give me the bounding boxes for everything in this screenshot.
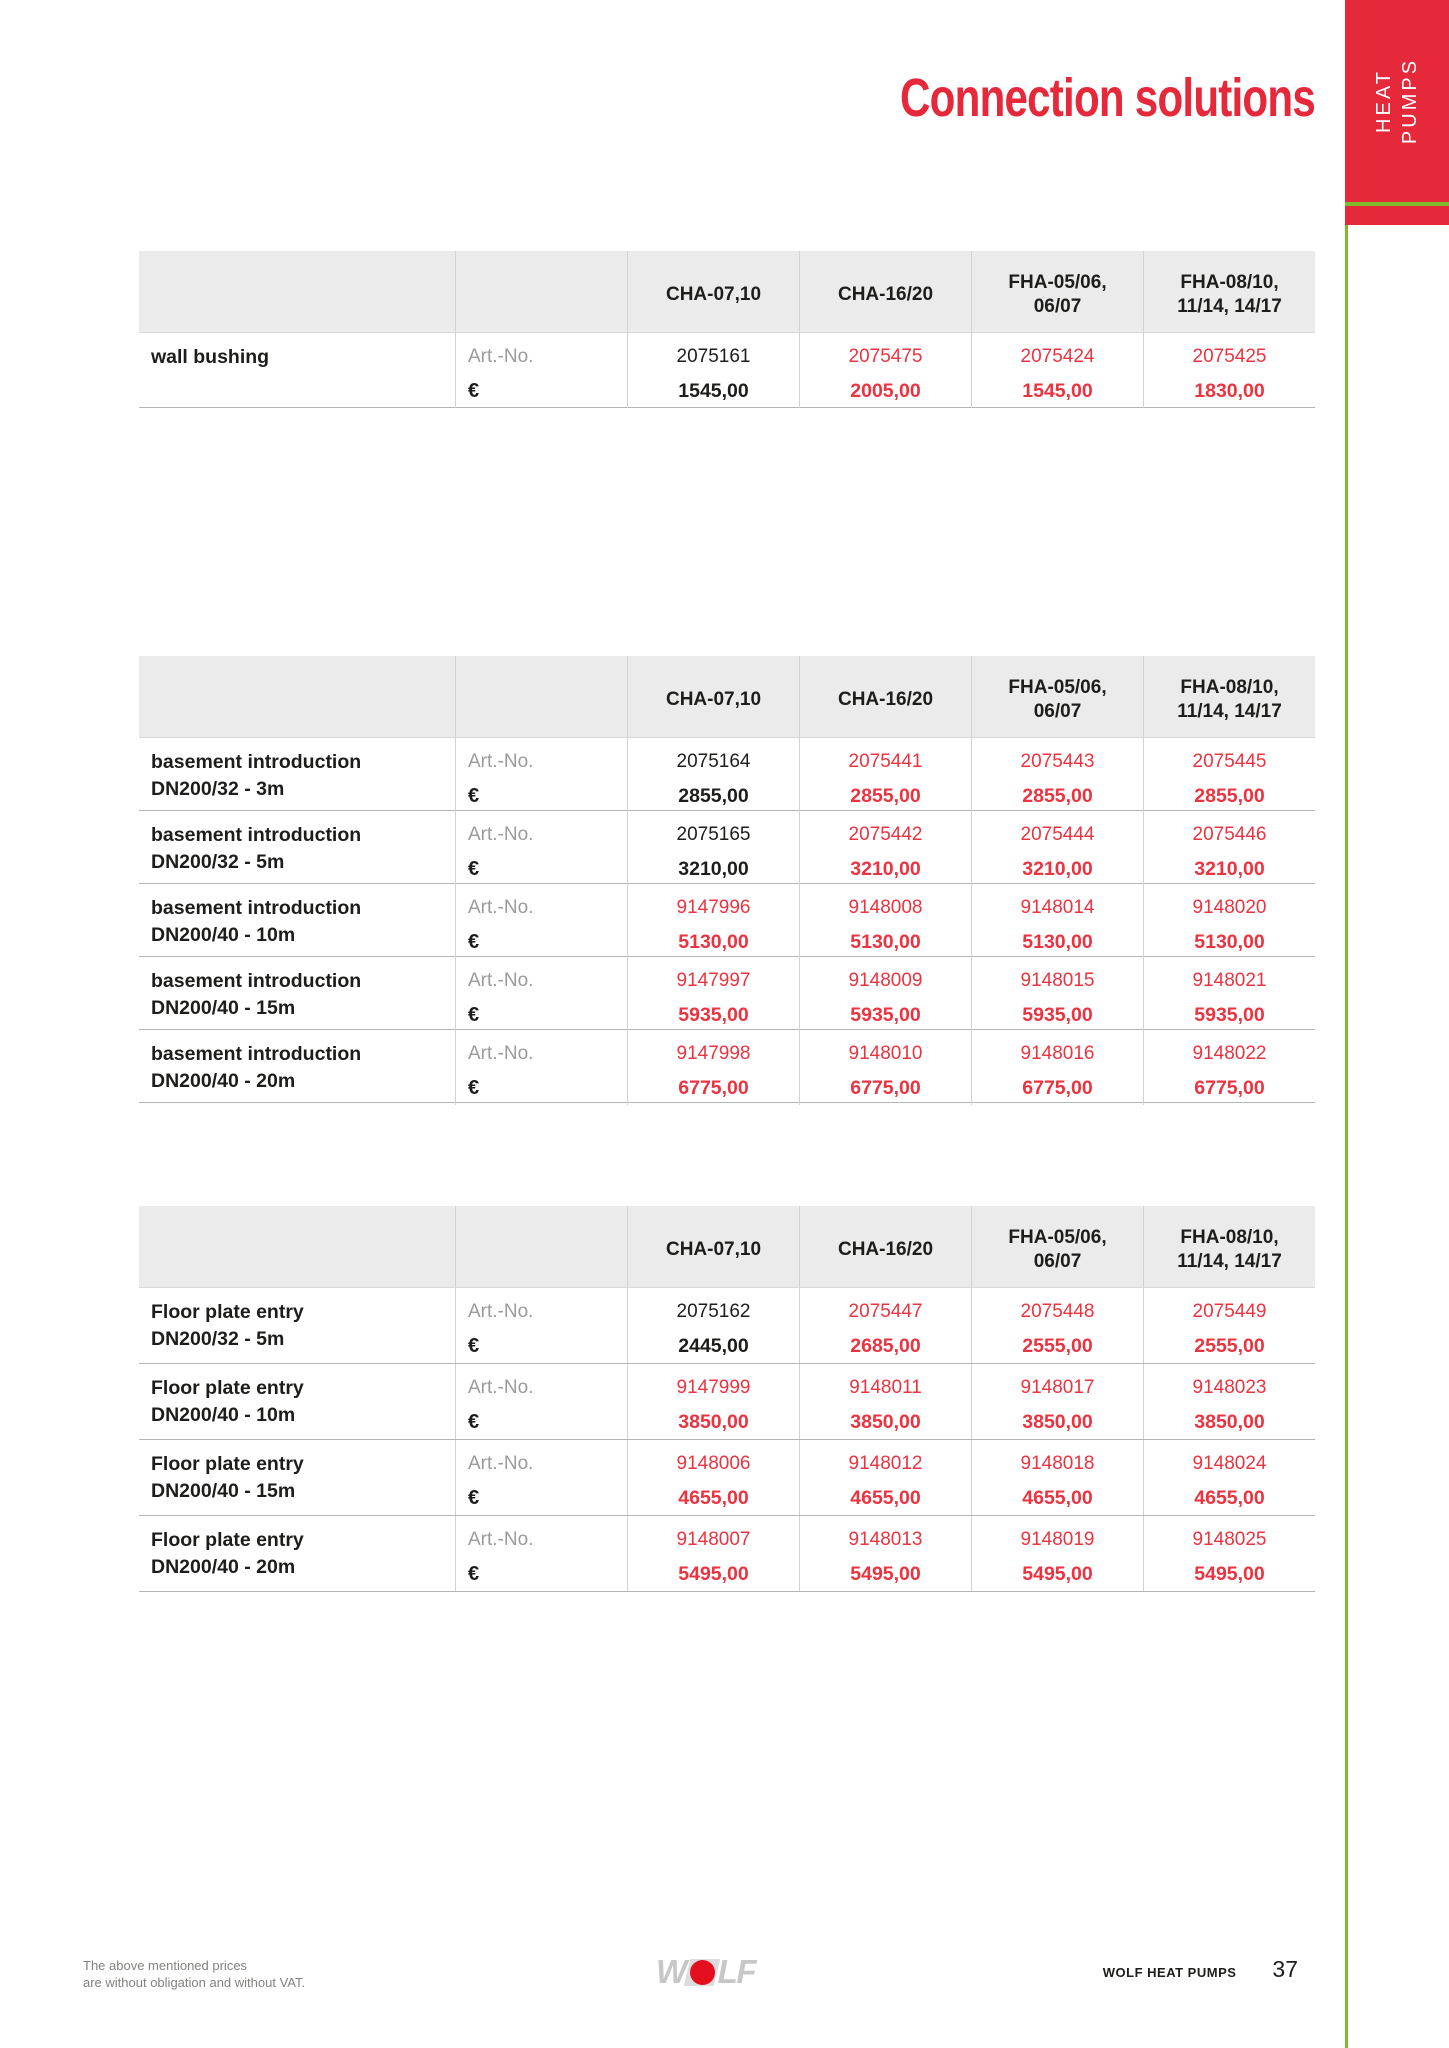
row-label bbox=[139, 1030, 455, 1105]
price-table-3 bbox=[139, 1206, 1315, 1592]
column-header bbox=[799, 251, 971, 332]
row-label-line: DN200/32 - 5m bbox=[151, 1328, 285, 1350]
column-header bbox=[799, 656, 971, 737]
value-cell bbox=[799, 738, 971, 813]
row-keys bbox=[455, 1516, 627, 1591]
table-row bbox=[139, 1440, 1315, 1516]
column-header bbox=[971, 251, 1143, 332]
value-cell bbox=[971, 1440, 1143, 1515]
value-cell bbox=[971, 333, 1143, 408]
column-header-line: CHA-16/20 bbox=[837, 1239, 934, 1260]
art-no-value: 2075446 bbox=[1192, 824, 1267, 845]
art-no-value: 9148006 bbox=[676, 1453, 751, 1474]
price-value: 3210,00 bbox=[850, 858, 921, 880]
currency-label: € bbox=[468, 785, 480, 807]
column-header bbox=[1143, 1206, 1315, 1287]
price-value: 5130,00 bbox=[678, 931, 749, 953]
value-cell bbox=[627, 1364, 799, 1439]
page-number: 37 bbox=[1272, 1956, 1298, 1982]
value-cell bbox=[1143, 1364, 1315, 1439]
art-no-label: Art.-No. bbox=[468, 1453, 534, 1474]
column-header-line: 06/07 bbox=[1033, 296, 1082, 317]
art-no-value: 2075475 bbox=[848, 346, 923, 367]
row-label-line: basement introduction bbox=[151, 970, 362, 992]
value-cell bbox=[627, 1030, 799, 1105]
heat-pumps-tab bbox=[1345, 0, 1449, 225]
value-cell bbox=[799, 333, 971, 408]
price-value: 1830,00 bbox=[1194, 380, 1265, 402]
price-value: 3850,00 bbox=[678, 1411, 749, 1433]
price-value: 3850,00 bbox=[1194, 1411, 1265, 1433]
green-accent-line-horizontal bbox=[1345, 202, 1449, 206]
value-cell bbox=[971, 884, 1143, 959]
table-row bbox=[139, 1364, 1315, 1440]
row-label-line: basement introduction bbox=[151, 824, 362, 846]
row-label-line: DN200/32 - 5m bbox=[151, 851, 285, 873]
value-cell bbox=[1143, 811, 1315, 886]
row-keys bbox=[455, 811, 627, 886]
currency-label: € bbox=[468, 931, 480, 953]
price-value: 6775,00 bbox=[1194, 1077, 1265, 1099]
price-value: 5130,00 bbox=[1022, 931, 1093, 953]
art-no-value: 9148014 bbox=[1020, 897, 1095, 918]
art-no-value: 2075443 bbox=[1020, 751, 1095, 772]
price-value: 3850,00 bbox=[1022, 1411, 1093, 1433]
art-no-label: Art.-No. bbox=[468, 824, 534, 845]
column-header bbox=[1143, 656, 1315, 737]
value-cell bbox=[627, 957, 799, 1032]
table-row bbox=[139, 1030, 1315, 1103]
art-no-label: Art.-No. bbox=[468, 970, 534, 991]
value-cell bbox=[971, 1030, 1143, 1105]
art-no-value: 9148017 bbox=[1020, 1377, 1095, 1398]
column-header-line: FHA-05/06, bbox=[1008, 1227, 1107, 1248]
row-label-line: DN200/32 - 3m bbox=[151, 778, 285, 800]
value-cell bbox=[971, 1288, 1143, 1363]
price-value: 5130,00 bbox=[850, 931, 921, 953]
row-keys bbox=[455, 884, 627, 959]
value-cell bbox=[799, 811, 971, 886]
value-cell bbox=[627, 1288, 799, 1363]
art-no-value: 9148021 bbox=[1192, 970, 1267, 991]
tab-text-line2: PUMPS bbox=[1399, 57, 1421, 145]
price-value: 6775,00 bbox=[850, 1077, 921, 1099]
column-header-empty bbox=[139, 251, 455, 332]
price-value: 4655,00 bbox=[1022, 1487, 1093, 1509]
currency-label: € bbox=[468, 380, 480, 402]
column-header-line: FHA-08/10, bbox=[1180, 677, 1279, 698]
tab-text-line1: HEAT bbox=[1373, 69, 1395, 133]
art-no-value: 9148008 bbox=[848, 897, 923, 918]
table-row bbox=[139, 884, 1315, 957]
table-header-row bbox=[139, 656, 1315, 738]
column-header-line: CHA-07,10 bbox=[665, 284, 762, 305]
footer-brand: WOLF HEAT PUMPS bbox=[1102, 1965, 1237, 1980]
logo-red-dot-icon bbox=[689, 1960, 714, 1985]
art-no-value: 9148019 bbox=[1020, 1529, 1095, 1550]
column-header-empty bbox=[455, 251, 627, 332]
price-value: 3850,00 bbox=[850, 1411, 921, 1433]
price-value: 4655,00 bbox=[678, 1487, 749, 1509]
value-cell bbox=[627, 1440, 799, 1515]
row-label bbox=[139, 1440, 455, 1515]
price-value: 5130,00 bbox=[1194, 931, 1265, 953]
art-no-label: Art.-No. bbox=[468, 1301, 534, 1322]
art-no-value: 9148025 bbox=[1192, 1529, 1267, 1550]
row-label bbox=[139, 1288, 455, 1363]
column-header bbox=[971, 1206, 1143, 1287]
art-no-value: 9148013 bbox=[848, 1529, 923, 1550]
value-cell bbox=[1143, 738, 1315, 813]
row-label-line: DN200/40 - 20m bbox=[151, 1556, 296, 1578]
row-label-line: Floor plate entry bbox=[151, 1453, 304, 1475]
art-no-value: 9148024 bbox=[1192, 1453, 1267, 1474]
column-header bbox=[971, 656, 1143, 737]
column-header-line: CHA-07,10 bbox=[665, 689, 762, 710]
value-cell bbox=[971, 957, 1143, 1032]
art-no-value: 9148020 bbox=[1192, 897, 1267, 918]
art-no-value: 9147996 bbox=[676, 897, 751, 918]
green-accent-line bbox=[1345, 202, 1348, 2048]
row-label-line: DN200/40 - 15m bbox=[151, 1480, 296, 1502]
row-label-line: wall bushing bbox=[151, 346, 270, 368]
currency-label: € bbox=[468, 1004, 480, 1026]
disclaimer-line1: The above mentioned prices bbox=[83, 1958, 248, 1973]
row-keys bbox=[455, 1440, 627, 1515]
art-no-label: Art.-No. bbox=[468, 1377, 534, 1398]
price-table-1 bbox=[139, 251, 1315, 408]
column-header-line: 11/14, 14/17 bbox=[1177, 701, 1282, 722]
currency-label: € bbox=[468, 1411, 480, 1433]
art-no-value: 2075448 bbox=[1020, 1301, 1095, 1322]
price-value: 2855,00 bbox=[1194, 785, 1265, 807]
art-no-value: 2075161 bbox=[676, 346, 751, 367]
value-cell bbox=[1143, 957, 1315, 1032]
table-header-row bbox=[139, 251, 1315, 333]
price-value: 5935,00 bbox=[678, 1004, 749, 1026]
value-cell bbox=[1143, 1440, 1315, 1515]
column-header bbox=[799, 1206, 971, 1287]
row-keys bbox=[455, 1288, 627, 1363]
value-cell bbox=[799, 1364, 971, 1439]
art-no-label: Art.-No. bbox=[468, 346, 534, 367]
column-header bbox=[1143, 251, 1315, 332]
art-no-value: 9148023 bbox=[1192, 1377, 1267, 1398]
table-row bbox=[139, 1516, 1315, 1592]
art-no-value: 9148010 bbox=[848, 1043, 923, 1064]
art-no-value: 2075444 bbox=[1020, 824, 1095, 845]
logo-letter-w: W bbox=[656, 1953, 686, 1990]
row-label-line: Floor plate entry bbox=[151, 1529, 304, 1551]
price-value: 2855,00 bbox=[850, 785, 921, 807]
column-header bbox=[627, 1206, 799, 1287]
logo-o-icon bbox=[683, 1959, 720, 1986]
disclaimer-line2: are without obligation and without VAT. bbox=[83, 1975, 306, 1990]
value-cell bbox=[799, 1440, 971, 1515]
column-header-empty bbox=[139, 656, 455, 737]
column-header-line: CHA-07,10 bbox=[665, 1239, 762, 1260]
table-row bbox=[139, 957, 1315, 1030]
heat-pumps-tab-label bbox=[1345, 0, 1449, 202]
row-keys bbox=[455, 1030, 627, 1105]
column-header-line: FHA-08/10, bbox=[1180, 1227, 1279, 1248]
price-value: 6775,00 bbox=[1022, 1077, 1093, 1099]
price-value: 5935,00 bbox=[850, 1004, 921, 1026]
value-cell bbox=[627, 1516, 799, 1591]
column-header-line: 11/14, 14/17 bbox=[1177, 296, 1282, 317]
row-label bbox=[139, 957, 455, 1032]
row-label-line: Floor plate entry bbox=[151, 1377, 304, 1399]
price-value: 2855,00 bbox=[678, 785, 749, 807]
column-header bbox=[627, 656, 799, 737]
art-no-value: 2075442 bbox=[848, 824, 923, 845]
row-label bbox=[139, 1364, 455, 1439]
price-value: 5495,00 bbox=[850, 1563, 921, 1585]
art-no-value: 9147999 bbox=[676, 1377, 751, 1398]
price-value: 5935,00 bbox=[1022, 1004, 1093, 1026]
row-label-line: basement introduction bbox=[151, 751, 362, 773]
art-no-value: 9148007 bbox=[676, 1529, 751, 1550]
value-cell bbox=[799, 884, 971, 959]
column-header-empty bbox=[139, 1206, 455, 1287]
art-no-value: 9148018 bbox=[1020, 1453, 1095, 1474]
art-no-label: Art.-No. bbox=[468, 1529, 534, 1550]
row-label bbox=[139, 811, 455, 886]
currency-label: € bbox=[468, 1487, 480, 1509]
column-header-line: FHA-08/10, bbox=[1180, 272, 1279, 293]
row-label-line: DN200/40 - 15m bbox=[151, 997, 296, 1019]
row-keys bbox=[455, 738, 627, 813]
price-value: 2685,00 bbox=[850, 1335, 921, 1357]
disclaimer-text bbox=[83, 1957, 305, 1991]
row-label bbox=[139, 1516, 455, 1591]
value-cell bbox=[971, 738, 1143, 813]
art-no-value: 9148016 bbox=[1020, 1043, 1095, 1064]
price-value: 2555,00 bbox=[1194, 1335, 1265, 1357]
art-no-value: 2075164 bbox=[676, 751, 751, 772]
art-no-value: 9147997 bbox=[676, 970, 751, 991]
currency-label: € bbox=[468, 858, 480, 880]
value-cell bbox=[627, 738, 799, 813]
column-header-line: FHA-05/06, bbox=[1008, 677, 1107, 698]
value-cell bbox=[1143, 333, 1315, 408]
price-value: 3210,00 bbox=[1022, 858, 1093, 880]
column-header-line: 06/07 bbox=[1033, 701, 1082, 722]
table-header-row bbox=[139, 1206, 1315, 1288]
value-cell bbox=[799, 1030, 971, 1105]
row-label-line: Floor plate entry bbox=[151, 1301, 304, 1323]
value-cell bbox=[1143, 1030, 1315, 1105]
row-label bbox=[139, 333, 455, 408]
price-value: 2555,00 bbox=[1022, 1335, 1093, 1357]
table-row bbox=[139, 1288, 1315, 1364]
art-no-value: 9148015 bbox=[1020, 970, 1095, 991]
column-header bbox=[627, 251, 799, 332]
row-label-line: basement introduction bbox=[151, 1043, 362, 1065]
art-no-value: 2075162 bbox=[676, 1301, 751, 1322]
currency-label: € bbox=[468, 1335, 480, 1357]
value-cell bbox=[1143, 1288, 1315, 1363]
art-no-label: Art.-No. bbox=[468, 751, 534, 772]
price-value: 1545,00 bbox=[678, 380, 749, 402]
art-no-value: 9148012 bbox=[848, 1453, 923, 1474]
value-cell bbox=[627, 811, 799, 886]
value-cell bbox=[1143, 1516, 1315, 1591]
price-value: 4655,00 bbox=[1194, 1487, 1265, 1509]
price-value: 5935,00 bbox=[1194, 1004, 1265, 1026]
price-value: 5495,00 bbox=[1194, 1563, 1265, 1585]
art-no-label: Art.-No. bbox=[468, 1043, 534, 1064]
row-keys bbox=[455, 1364, 627, 1439]
price-table-2 bbox=[139, 656, 1315, 1103]
row-keys bbox=[455, 333, 627, 408]
price-value: 6775,00 bbox=[678, 1077, 749, 1099]
table-row bbox=[139, 738, 1315, 811]
art-no-value: 9148011 bbox=[849, 1377, 922, 1398]
row-label-line: DN200/40 - 10m bbox=[151, 1404, 296, 1426]
value-cell bbox=[1143, 884, 1315, 959]
art-no-label: Art.-No. bbox=[468, 897, 534, 918]
column-header-empty bbox=[455, 656, 627, 737]
row-label bbox=[139, 884, 455, 959]
currency-label: € bbox=[468, 1563, 480, 1585]
row-label-line: DN200/40 - 10m bbox=[151, 924, 296, 946]
row-label bbox=[139, 738, 455, 813]
art-no-value: 9148009 bbox=[848, 970, 923, 991]
value-cell bbox=[799, 1288, 971, 1363]
page-title: Connection solutions bbox=[900, 68, 1315, 128]
art-no-value: 2075165 bbox=[676, 824, 751, 845]
price-value: 5495,00 bbox=[1022, 1563, 1093, 1585]
column-header-line: CHA-16/20 bbox=[837, 284, 934, 305]
price-value: 1545,00 bbox=[1022, 380, 1093, 402]
value-cell bbox=[971, 1516, 1143, 1591]
price-value: 3210,00 bbox=[678, 858, 749, 880]
art-no-value: 9147998 bbox=[676, 1043, 751, 1064]
art-no-value: 2075445 bbox=[1192, 751, 1267, 772]
row-label-line: DN200/40 - 20m bbox=[151, 1070, 296, 1092]
wolf-logo bbox=[656, 1953, 755, 1990]
value-cell bbox=[799, 1516, 971, 1591]
value-cell bbox=[799, 957, 971, 1032]
row-keys bbox=[455, 957, 627, 1032]
value-cell bbox=[627, 333, 799, 408]
table-row bbox=[139, 333, 1315, 408]
price-value: 2855,00 bbox=[1022, 785, 1093, 807]
price-value: 5495,00 bbox=[678, 1563, 749, 1585]
column-header-line: 06/07 bbox=[1033, 1251, 1082, 1272]
price-value: 2445,00 bbox=[678, 1335, 749, 1357]
value-cell bbox=[627, 884, 799, 959]
column-header-line: FHA-05/06, bbox=[1008, 272, 1107, 293]
art-no-value: 2075424 bbox=[1020, 346, 1095, 367]
price-value: 2005,00 bbox=[850, 380, 921, 402]
table-row bbox=[139, 811, 1315, 884]
art-no-value: 2075425 bbox=[1192, 346, 1267, 367]
price-value: 3210,00 bbox=[1194, 858, 1265, 880]
value-cell bbox=[971, 811, 1143, 886]
column-header-line: CHA-16/20 bbox=[837, 689, 934, 710]
footer-right bbox=[1103, 1956, 1298, 1983]
logo-letters-lf: LF bbox=[717, 1953, 755, 1990]
art-no-value: 2075449 bbox=[1192, 1301, 1267, 1322]
row-label-line: basement introduction bbox=[151, 897, 362, 919]
column-header-empty bbox=[455, 1206, 627, 1287]
art-no-value: 2075441 bbox=[848, 751, 923, 772]
price-value: 4655,00 bbox=[850, 1487, 921, 1509]
art-no-value: 2075447 bbox=[848, 1301, 923, 1322]
column-header-line: 11/14, 14/17 bbox=[1177, 1251, 1282, 1272]
value-cell bbox=[971, 1364, 1143, 1439]
currency-label: € bbox=[468, 1077, 480, 1099]
art-no-value: 9148022 bbox=[1192, 1043, 1267, 1064]
